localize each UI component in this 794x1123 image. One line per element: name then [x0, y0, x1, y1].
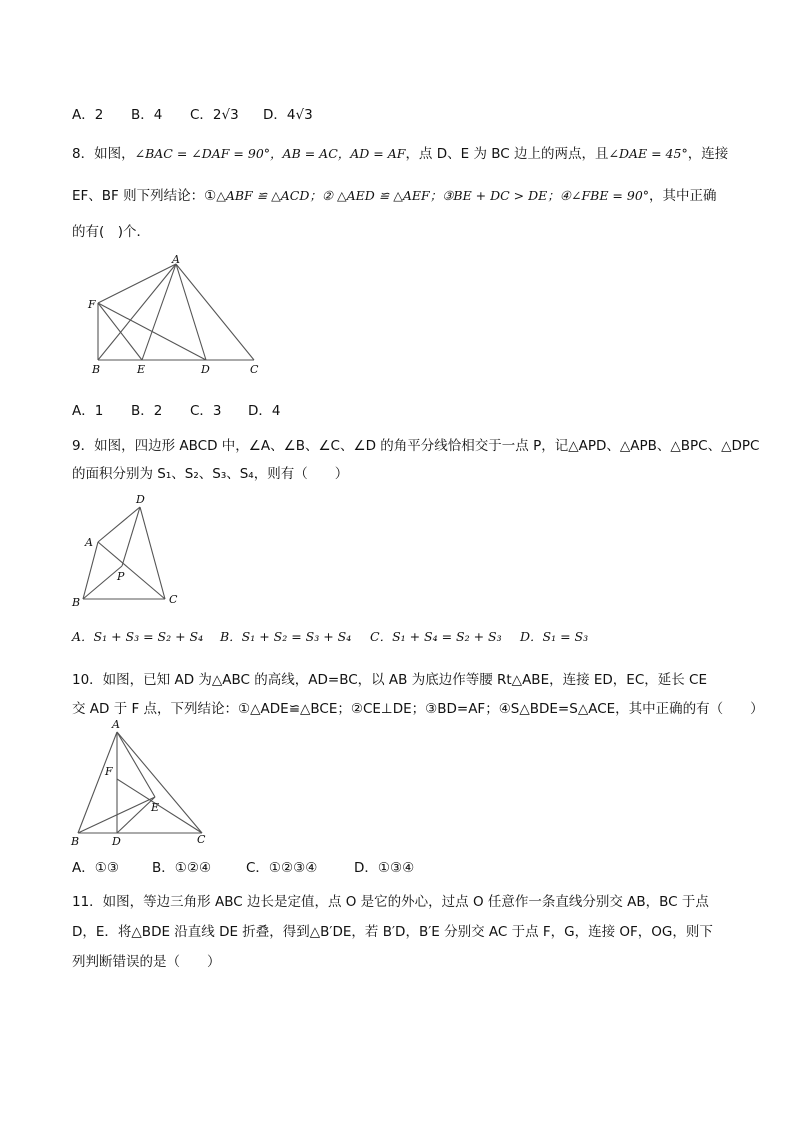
- q10-option-a: A．①③: [72, 860, 119, 876]
- q10-figure: [65, 715, 215, 850]
- q9-option-d: D．S₁ = S₃: [520, 629, 589, 644]
- q8-line-2: EF、BF 则下列结论：①△ABF ≌ △ACD；② △AED ≌ △AEF；③BE + DC > DE；④∠FBE = 90°，其中正确: [72, 188, 717, 204]
- q11-line-2: D，E．将△BDE 沿直线 DE 折叠，得到△B′DE，若 B′D，B′E 分别交 AC 于点 F，G，连接 OF，OG，则下: [72, 924, 713, 940]
- q9-label-c: C: [169, 593, 178, 606]
- q8-label-f: F: [88, 298, 96, 311]
- q10-option-c: C．①②③④: [246, 860, 318, 876]
- q8-figure: [80, 255, 270, 380]
- q8-label-a: A: [172, 255, 180, 266]
- q9-figure: [68, 490, 188, 612]
- q10-line-1: 10．如图，已知 AD 为△ABC 的高线，AD=BC，以 AB 为底边作等腰 Rt△ABE，连接 ED，EC，延长 CE: [72, 672, 708, 688]
- q10-label-b: B: [71, 835, 80, 848]
- q10-line-2: 交 AD 于 F 点，下列结论：①△ADE≌△BCE；②CE⊥DE；③BD=AF；④S△BDE=S△ACE，其中正确的有（ ）: [72, 701, 764, 717]
- q8-option-b: B．2: [131, 403, 163, 419]
- q7-option-a: A．2: [72, 107, 104, 123]
- q8-label-b: B: [92, 363, 101, 376]
- q8-line-3: 的有( )个．: [72, 224, 151, 240]
- q10-label-a: A: [112, 718, 120, 731]
- q8-option-a: A．1: [72, 403, 104, 419]
- q8-line-1: 8．如图，∠BAC = ∠DAF = 90°，AB = AC，AD = AF，点 D、E 为 BC 边上的两点，且∠DAE = 45°，连接: [72, 146, 729, 162]
- q11-line-1: 11．如图，等边三角形 ABC 边长是定值，点 O 是它的外心，过点 O 任意作一条直线分别交 AB，BC 于点: [72, 894, 709, 910]
- q8-label-c: C: [250, 363, 259, 376]
- q9-option-b: B．S₁ + S₂ = S₃ + S₄: [220, 629, 352, 644]
- q10-option-b: B．①②④: [152, 860, 212, 876]
- q10-label-f: F: [105, 765, 113, 778]
- q8-option-d: D．4: [248, 403, 281, 419]
- q9-label-d: D: [136, 493, 145, 506]
- q9-option-a: A．S₁ + S₃ = S₂ + S₄: [72, 629, 204, 644]
- q9-label-p: P: [117, 570, 125, 583]
- q7-option-b: B．4: [131, 107, 163, 123]
- q10-option-d: D．①③④: [354, 860, 415, 876]
- q8-label-e: E: [137, 363, 146, 376]
- q9-line-1: 9．如图，四边形 ABCD 中，∠A、∠B、∠C、∠D 的角平分线恰相交于一点 P，记△APD、△APB、△BPC、△DPC: [72, 438, 760, 454]
- q11-line-3: 列判断错误的是（ ）: [72, 954, 221, 970]
- q7-option-d: D．4√3: [263, 107, 313, 123]
- q9-line-2: 的面积分别为 S₁、S₂、S₃、S₄，则有（ ）: [72, 466, 349, 482]
- q10-label-e: E: [151, 801, 160, 814]
- q10-label-c: C: [197, 833, 206, 846]
- q9-label-b: B: [72, 596, 81, 609]
- q7-option-c: C．2√3: [190, 107, 239, 123]
- q9-label-a: A: [85, 536, 93, 549]
- q8-option-c: C．3: [190, 403, 222, 419]
- q10-label-d: D: [112, 835, 121, 848]
- q8-label-d: D: [201, 363, 210, 376]
- q9-option-c: C．S₁ + S₄ = S₂ + S₃: [370, 629, 502, 644]
